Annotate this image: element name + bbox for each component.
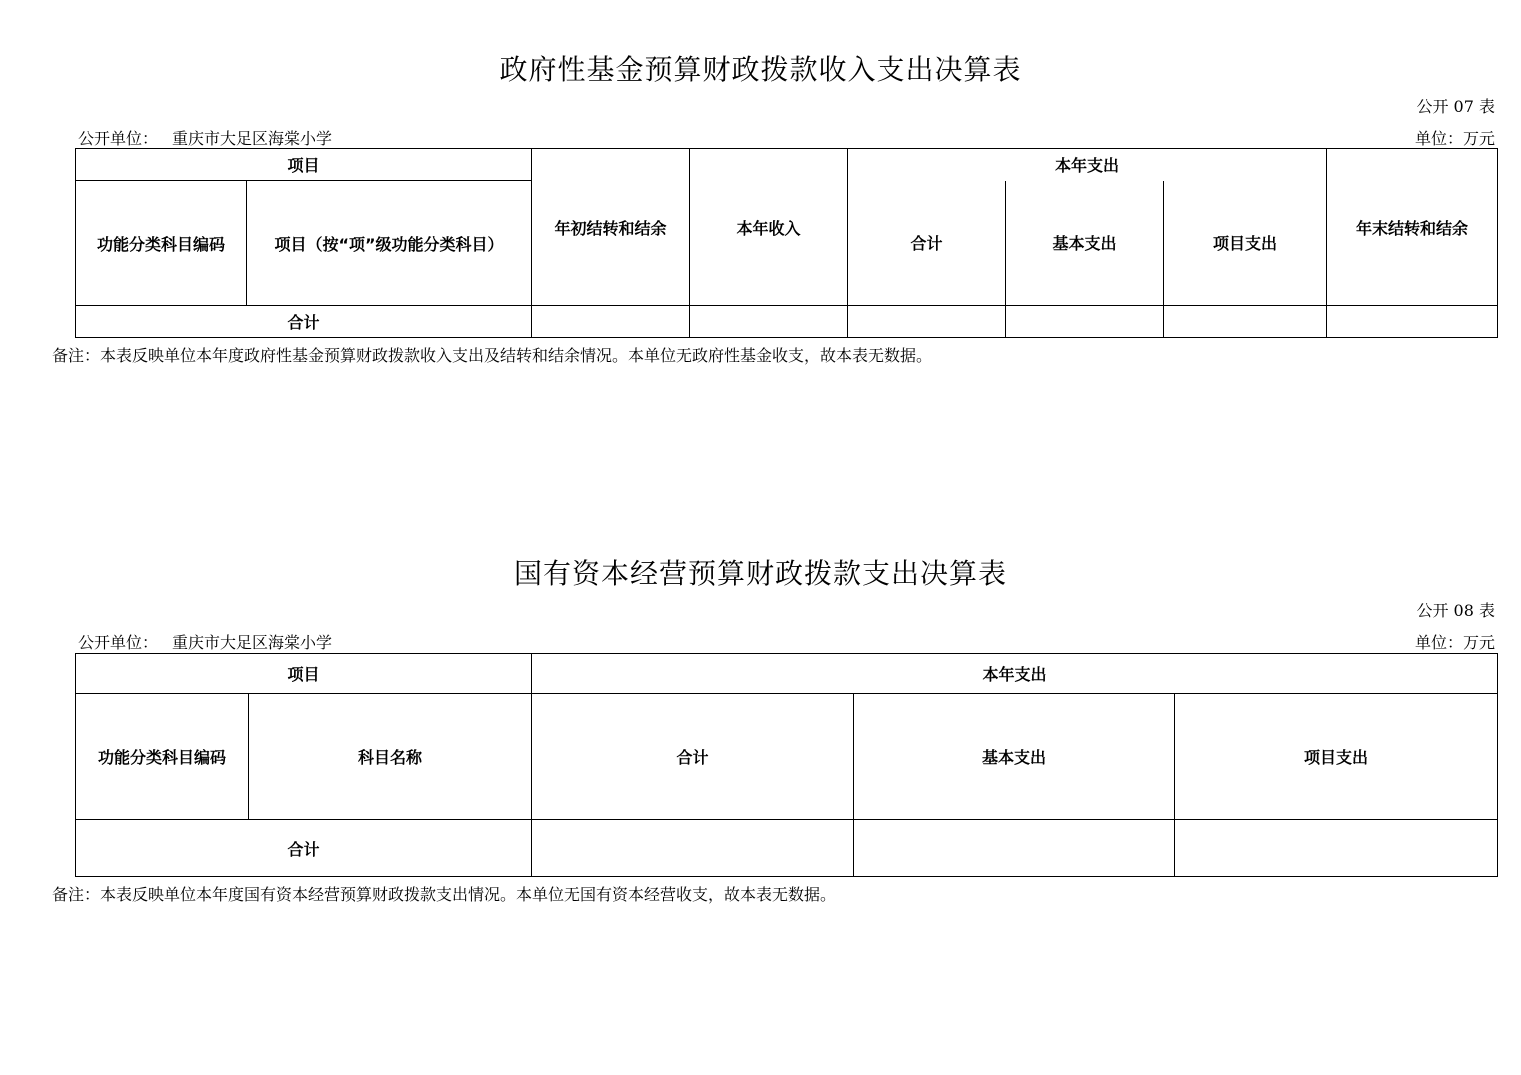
header-subject-name: 科目名称 (249, 694, 532, 820)
table-row (76, 820, 1498, 877)
total-closing-balance (1327, 306, 1498, 338)
header-expense: 本年支出 (532, 654, 1498, 694)
header-project-exp: 项目支出 (1175, 694, 1498, 820)
header-project-name: 项目（按“项”级功能分类科目） (247, 181, 532, 306)
table2-number: 公开 08 表 (1416, 601, 1495, 620)
total-income (690, 306, 848, 338)
unit-label: 公开单位： (78, 129, 159, 148)
header-code: 功能分类科目编码 (76, 694, 249, 820)
header-closing-balance: 年末结转和结余 (1327, 149, 1498, 306)
header-basic: 基本支出 (854, 694, 1175, 820)
header-project: 项目 (76, 149, 532, 181)
table2-note: 备注：本表反映单位本年度国有资本经营预算财政拨款支出情况。本单位无国有资本经营收支，故本表无数据。 (52, 885, 837, 904)
total-basic (1006, 306, 1164, 338)
table1-number: 公开 07 表 (1416, 97, 1495, 116)
unit-name: 重庆市大足区海棠小学 (172, 633, 333, 652)
total-project-exp (1164, 306, 1327, 338)
header-income: 本年收入 (690, 149, 848, 306)
table2-grid (75, 653, 1498, 877)
total-expense (848, 306, 1006, 338)
table1-note: 备注：本表反映单位本年度政府性基金预算财政拨款收入支出及结转和结余情况。本单位无政府性基金收支，故本表无数据。 (52, 346, 933, 365)
total-label: 合计 (76, 820, 532, 877)
table1-title: 政府性基金预算财政拨款收入支出决算表 (499, 53, 1022, 86)
header-code: 功能分类科目编码 (76, 181, 247, 306)
table2-currency: 单位：万元 (1414, 633, 1495, 652)
table2-title: 国有资本经营预算财政拨款支出决算表 (513, 557, 1007, 590)
header-total: 合计 (848, 181, 1006, 306)
header-basic: 基本支出 (1006, 181, 1164, 306)
total-basic (854, 820, 1175, 877)
header-total: 合计 (532, 694, 854, 820)
total-expense (532, 820, 854, 877)
header-opening-balance: 年初结转和结余 (532, 149, 690, 306)
table-row (76, 306, 1498, 338)
header-project-exp: 项目支出 (1164, 181, 1327, 306)
total-label: 合计 (76, 306, 532, 338)
table1-unit-line (78, 126, 332, 149)
table1-grid (75, 148, 1498, 338)
header-expense: 本年支出 (848, 149, 1327, 181)
table2-unit-line (78, 630, 332, 653)
unit-label: 公开单位： (78, 633, 159, 652)
table1-currency: 单位：万元 (1414, 129, 1495, 148)
total-project-exp (1175, 820, 1498, 877)
total-opening-balance (532, 306, 690, 338)
header-project: 项目 (76, 654, 532, 694)
unit-name: 重庆市大足区海棠小学 (172, 129, 333, 148)
